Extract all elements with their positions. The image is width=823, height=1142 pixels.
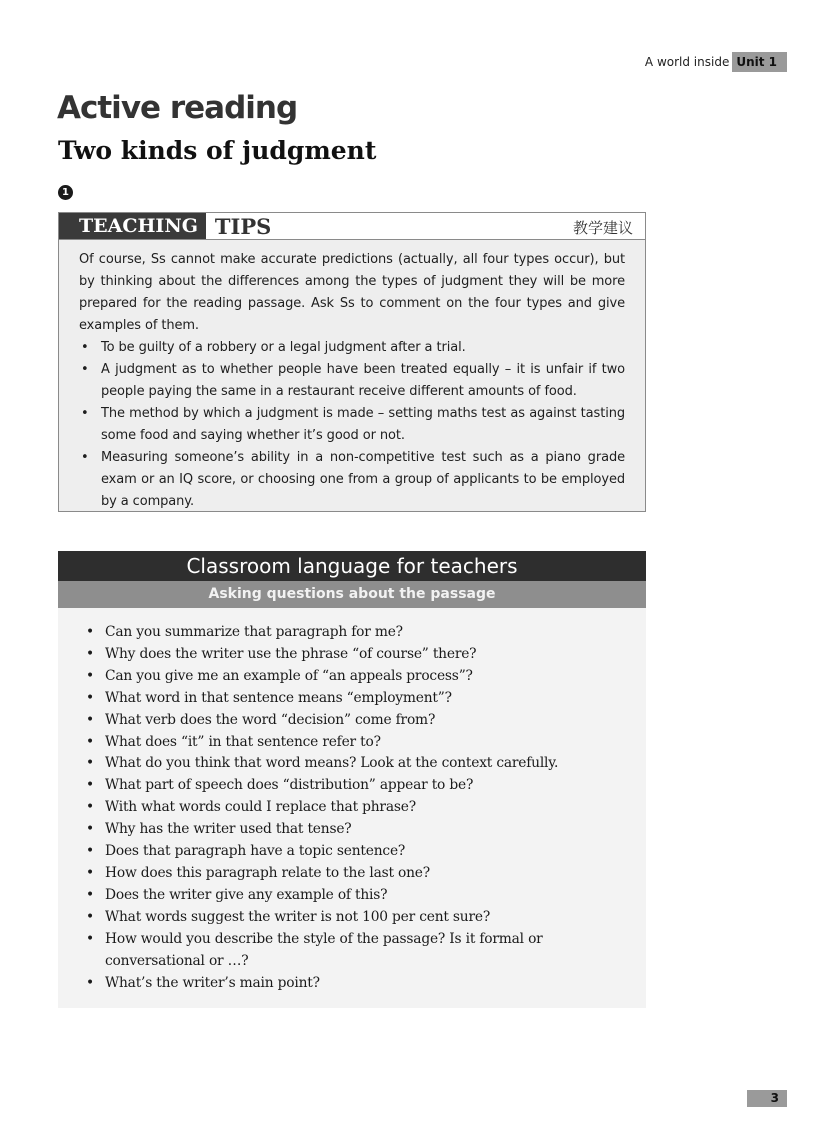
- section-title: Active reading: [57, 90, 298, 126]
- question-item: • How does this paragraph relate to the last one?: [86, 863, 626, 885]
- tips-label: TIPS: [214, 213, 272, 239]
- tips-list: [79, 337, 625, 513]
- question-item: • What verb does the word “decision” come from?: [86, 710, 626, 732]
- teaching-tips-header: [59, 213, 645, 240]
- question-item: • What word in that sentence means “employment”?: [86, 688, 626, 710]
- article-title: Two kinds of judgment: [58, 136, 377, 165]
- tips-bullet: • A judgment as to whether people have been treated equally – it is unfair if two people paying the same in a restaurant receive different amounts of food.: [79, 359, 625, 403]
- tips-bullet: • To be guilty of a robbery or a legal judgment after a trial.: [79, 337, 625, 359]
- activity-number-badge: 1: [58, 185, 73, 200]
- question-item: • Does the writer give any example of this?: [86, 885, 626, 907]
- running-title: A world inside: [644, 55, 730, 69]
- teaching-tips-body: [59, 240, 645, 513]
- classroom-language-subtitle: Asking questions about the passage: [58, 581, 646, 608]
- question-item: • What part of speech does “distribution” appear to be?: [86, 775, 626, 797]
- question-item: • Does that paragraph have a topic sentence?: [86, 841, 626, 863]
- unit-tab: Unit 1: [732, 52, 787, 72]
- tips-intro: Of course, Ss cannot make accurate predictions (actually, all four types occur), but by thinking about the differences among the types of judgment they will be more prepared for the reading passage. Ask Ss to comment on the four types and give examples of them.: [79, 252, 625, 333]
- running-header: [645, 52, 787, 72]
- chinese-label: 教学建议: [572, 219, 633, 237]
- question-item: • What do you think that word means? Look at the context carefully.: [86, 753, 626, 775]
- tips-bullet: • The method by which a judgment is made – setting maths test as against tasting some food and saying whether it’s good or not.: [79, 403, 625, 447]
- questions-list: [58, 608, 646, 994]
- classroom-language-box: [58, 551, 646, 1008]
- question-item: • What does “it” in that sentence refer to?: [86, 732, 626, 754]
- question-item: • Can you summarize that paragraph for me?: [86, 622, 626, 644]
- page-number: 3: [747, 1090, 787, 1107]
- question-item: • What’s the writer’s main point?: [86, 973, 626, 995]
- question-item: • Why does the writer use the phrase “of course” there?: [86, 644, 626, 666]
- teaching-tips-box: [58, 212, 646, 512]
- question-item: • With what words could I replace that phrase?: [86, 797, 626, 819]
- question-item: • Why has the writer used that tense?: [86, 819, 626, 841]
- classroom-language-title: Classroom language for teachers: [58, 551, 646, 581]
- tips-bullet: • Measuring someone’s ability in a non-competitive test such as a piano grade exam or an IQ score, or choosing one from a group of applicants to be employed by a company.: [79, 447, 625, 513]
- question-item: • Can you give me an example of “an appeals process”?: [86, 666, 626, 688]
- question-item: • How would you describe the style of the passage? Is it formal or conversational or …?: [86, 929, 626, 973]
- teaching-label: TEACHING: [59, 213, 206, 239]
- question-item: • What words suggest the writer is not 100 per cent sure?: [86, 907, 626, 929]
